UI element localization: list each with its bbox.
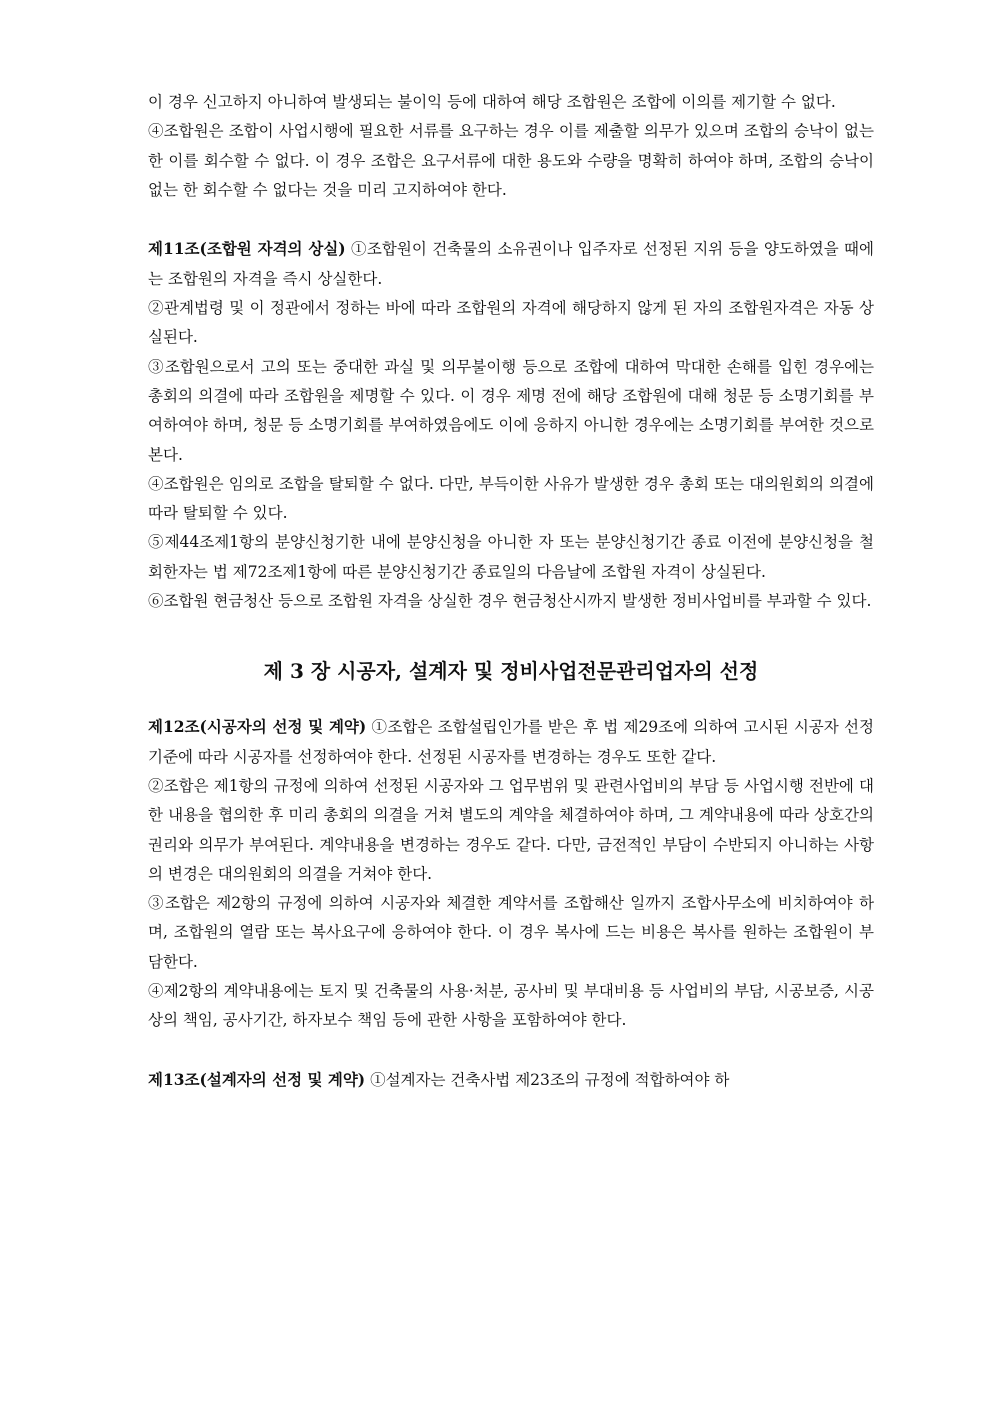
document-page — [148, 88, 874, 1095]
paragraph: ⑤제44조제1항의 분양신청기한 내에 분양신청을 아니한 자 또는 분양신청기간 종료 이전에 분양신청을 철회한자는 법 제72조제1항에 따른 분양신청기간 종료일의 다음날에 조합원 자격이 상실된다. — [148, 533, 874, 581]
paragraph: ④제2항의 계약내용에는 토지 및 건축물의 사용·처분, 공사비 및 부대비용 등 사업비의 부담, 시공보증, 시공상의 책임, 공사기간, 하자보수 책임 등에 관한 사항을 포함하여야 한다. — [148, 982, 874, 1030]
article-13-heading: 제13조(설계자의 선정 및 계약) — [148, 1069, 366, 1089]
paragraph: ②조합은 제1항의 규정에 의하여 선정된 시공자와 그 업무범위 및 관련사업비의 부담 등 사업시행 전반에 대한 내용을 협의한 후 미리 총회의 의결을 거쳐 별도의 계약을 체결하여야 하며, 그 계약내용에 따라 상호간의 권리와 의무가 부여된다. 계약내용을 변경하는 경우도 같다. 다만, 금전적인 부담이 수반되지 아니하는 사항의 변경은 대의원회의 의결을 거쳐야 한다. — [148, 776, 874, 883]
chapter-title: 제 3 장 시공자, 설계자 및 정비사업전문관리업자의 선정 — [263, 659, 759, 684]
article-13-first — [148, 1065, 874, 1095]
article-12-text: ①조합은 조합설립인가를 받은 후 법 제29조에 의하여 고시된 시공자 선정기준에 따라 시공자를 선정하여야 한다. 선정된 시공자를 변경하는 경우도 또한 같다. — [148, 718, 874, 766]
paragraph-gap — [148, 205, 874, 234]
paragraph: ③조합은 제2항의 규정에 의하여 시공자와 체결한 계약서를 조합해산 일까지 조합사무소에 비치하여야 하며, 조합원의 열람 또는 복사요구에 응하여야 한다. 이 경우 복사에 드는 비용은 복사를 원하는 조합원이 부담한다. — [148, 894, 874, 971]
article-11-text: ①조합원이 건축물의 소유권이나 입주자로 선정된 지위 등을 양도하였을 때에는 조합원의 자격을 즉시 상실한다. — [148, 240, 874, 288]
paragraph: ③조합원으로서 고의 또는 중대한 과실 및 의무불이행 등으로 조합에 대하여 막대한 손해를 입힌 경우에는 총회의 의결에 따라 조합원을 제명할 수 있다. 이 경우 제명 전에 해당 조합원에 대해 청문 등 소명기회를 부여하여야 하며, 청문 등 소명기회를 부여하였음에도 이에 응하지 아니한 경우에는 소명기회를 부여한 것으로 본다. — [148, 357, 874, 464]
paragraph: ②관계법령 및 이 정관에서 정하는 바에 따라 조합원의 자격에 해당하지 않게 된 자의 조합원자격은 자동 상실된다. — [148, 299, 874, 347]
article-12-heading: 제12조(시공자의 선정 및 계약) — [148, 717, 367, 737]
article-13-text: ①설계자는 건축사법 제23조의 규정에 적합하여야 하 — [365, 1070, 730, 1089]
paragraph: 이 경우 신고하지 아니하여 발생되는 불이익 등에 대하여 해당 조합원은 조합에 이의를 제기할 수 없다. — [148, 93, 836, 111]
article-11-first — [148, 234, 874, 294]
article-12-first — [148, 712, 874, 772]
paragraph-gap — [148, 1036, 874, 1065]
paragraph: ⑥조합원 현금청산 등으로 조합원 자격을 상실한 경우 현금청산시까지 발생한 정비사업비를 부과할 수 있다. — [148, 592, 872, 611]
paragraph: ④조합원은 임의로 조합을 탈퇴할 수 없다. 다만, 부득이한 사유가 발생한 경우 총회 또는 대의원회의 의결에 따라 탈퇴할 수 있다. — [148, 474, 874, 523]
paragraph: ④조합원은 조합이 사업시행에 필요한 서류를 요구하는 경우 이를 제출할 의무가 있으며 조합의 승낙이 없는 한 이를 회수할 수 없다. 이 경우 조합은 요구서류에 대한 용도와 수량을 명확히 하여야 하며, 조합의 승낙이 없는 한 회수할 수 없다는 것을 미리 고지하여야 한다. — [148, 122, 874, 199]
article-11-heading: 제11조(조합원 자격의 상실) — [148, 239, 346, 259]
